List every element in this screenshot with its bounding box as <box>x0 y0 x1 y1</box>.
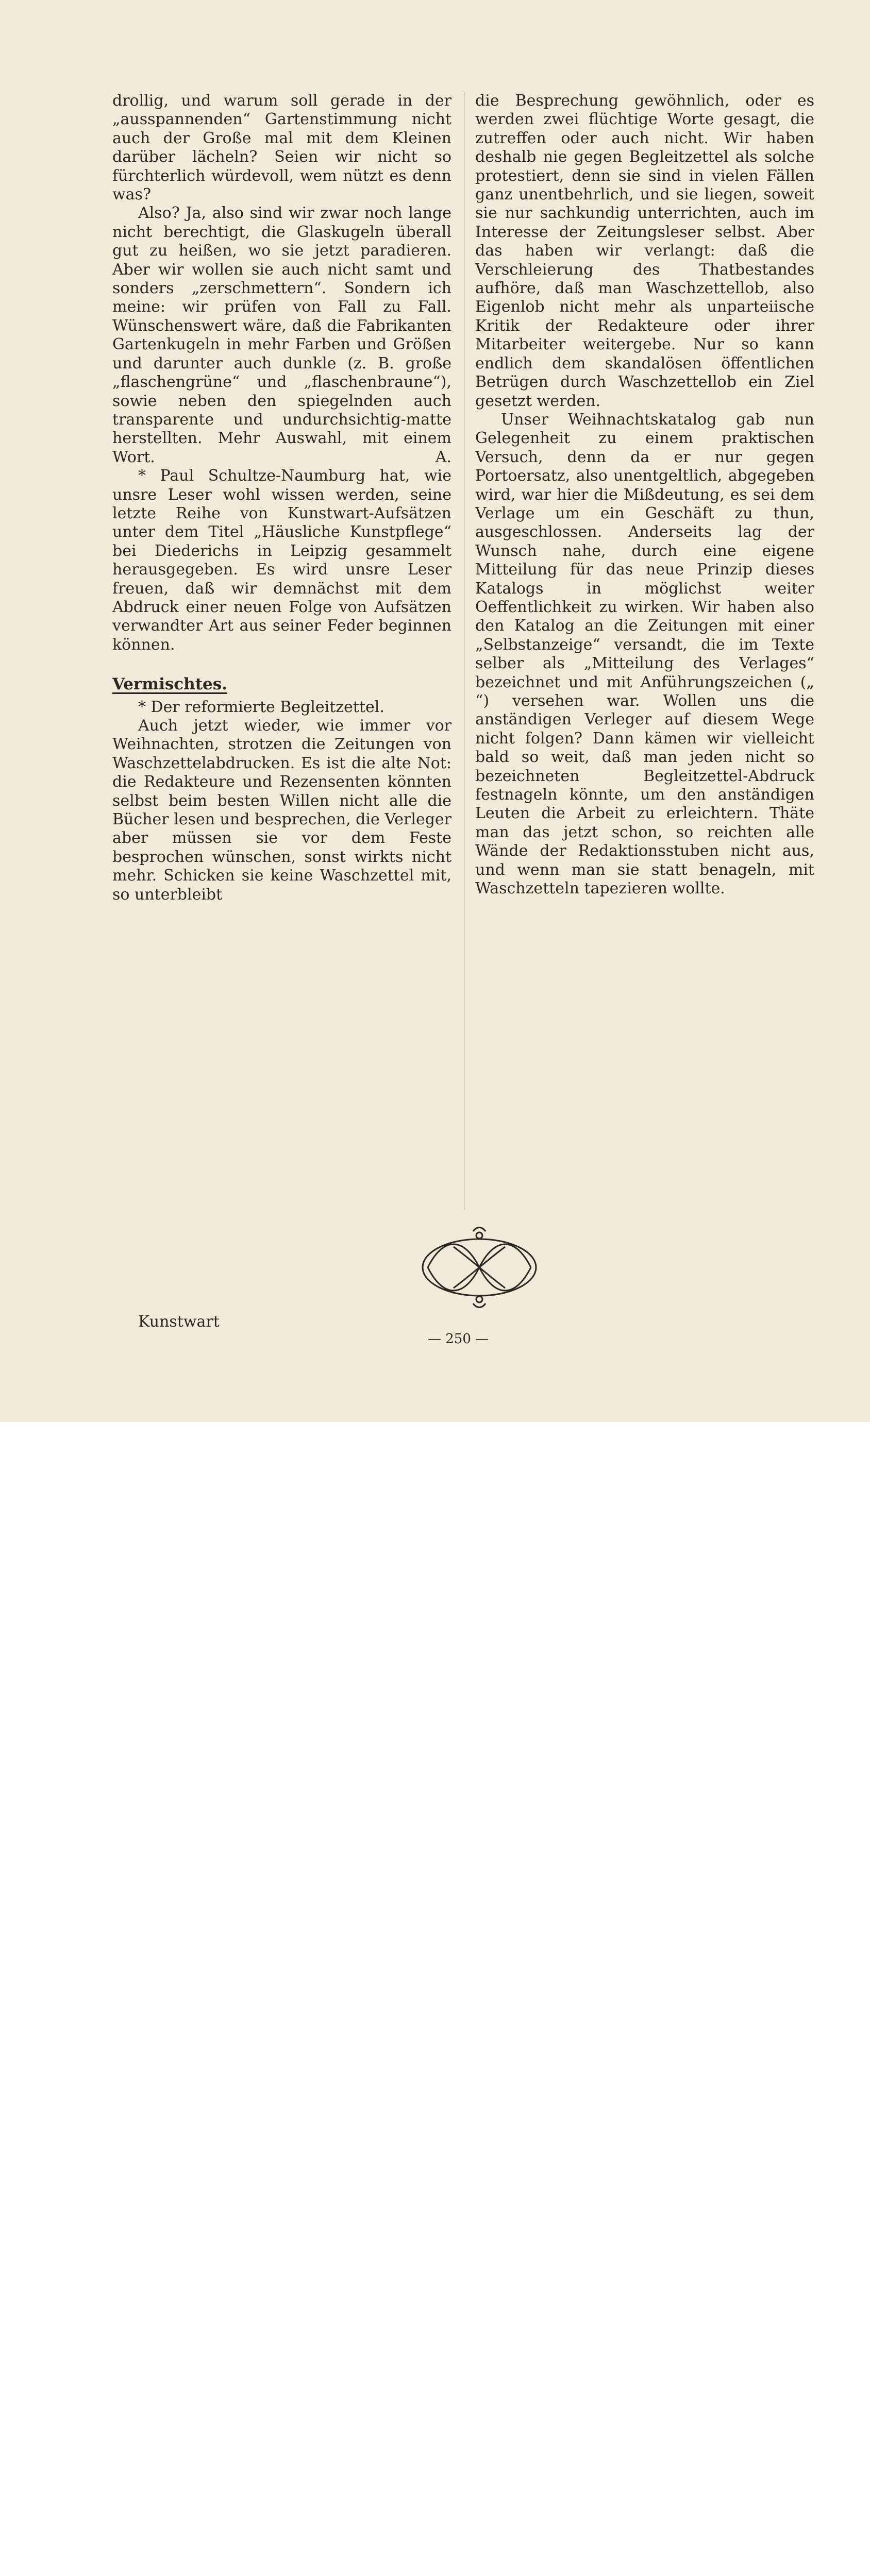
ornament-vignette <box>412 1226 546 1309</box>
paragraph: drollig, und warum soll gerade in der „ausspannenden“ Gartenstimmung nicht auch der Große mal mit dem Kleinen darüber lächeln? Seien wir nicht so fürchterlich würdevoll, wem nützt es denn was? <box>112 92 451 204</box>
paragraph: die Besprechung gewöhnlich, oder es werden zwei flüchtige Worte gesagt, die zutreffen oder auch nicht. Wir haben deshalb nie gegen Begleitzettel als solche protestiert, denn sie sind in vielen Fällen ganz unentbehrlich, und sie liegen, soweit sie nur sachkundig unterrichten, auch im Interesse der Zeitungsleser selbst. Aber das haben wir verlangt: daß die Verschleierung des Thatbestandes aufhöre, daß man Waschzettellob, also Eigenlob nicht mehr als unparteiische Kritik der Redakteure oder ihrer Mitarbeiter weitergebe. Nur so kann endlich dem skandalösen öffentlichen Betrügen durch Waschzettellob ein Ziel gesetzt werden. <box>475 92 814 410</box>
paragraph: Unser Weihnachtskatalog gab nun Gelegenheit zu einem praktischen Versuch, denn da er nur gegen Portoersatz, also unentgeltlich, abgegeben wird, war hier die Mißdeutung, es sei dem Verlage um ein Geschäft zu thun, ausgeschlossen. Anderseits lag der Wunsch nahe, durch eine eigene Mitteilung für das neue Prinzip dieses Katalogs in möglichst weiter Oeffentlichkeit zu wirken. Wir haben also den Katalog an die Zeitungen mit einer „Selbstanzeige“ versandt, die im Texte selber als „Mitteilung des Verlages“ bezeichnet und mit Anführungszeichen („ “) versehen war. Wollen uns die anständigen Verleger auf diesem Wege nicht folgen? Dann kämen wir vielleicht bald so weit, daß man jeden nicht so bezeichneten Begleitzettel-Abdruck festnageln könnte, um den anständigen Leuten die Arbeit zu erleichtern. Thäte man das jetzt schon, so reichten alle Wände der Redaktionsstuben nicht aus, und wenn man sie statt benageln, mit Waschzetteln tapezieren wollte. <box>475 410 814 898</box>
page-number: — 250 — <box>428 1331 489 1347</box>
section-heading: Vermischtes. <box>112 675 227 694</box>
right-column <box>475 92 814 898</box>
left-column <box>112 92 451 904</box>
footer-publication-name: Kunstwart <box>138 1313 220 1331</box>
paragraph: Also? Ja, also sind wir zwar noch lange nicht berechtigt, die Glaskugeln überall gut zu heißen, wo sie jetzt paradieren. Aber wir wollen sie auch nicht samt und sonders „zerschmettern“. Sondern ich meine: wir prüfen von Fall zu Fall. Wünschenswert wäre, daß die Fabrikanten Gartenkugeln in mehr Farben und Größen und darunter auch dunkle (z. B. große „flaschengrüne“ und „flaschenbraune“), sowie neben den spiegelnden auch transparente und undurchsichtig-matte herstellten. Mehr Auswahl, mit einem Wort. <box>112 204 451 466</box>
author-signature: A. <box>435 448 451 466</box>
paragraph: Auch jetzt wieder, wie immer vor Weihnachten, strotzen die Zeitungen von Waschzettelabdrucken. Es ist die alte Not: die Redakteure und Rezensenten könnten selbst beim besten Willen nicht alle die Bücher lesen und besprechen, die Verleger aber müssen sie vor dem Feste besprochen wünschen, sonst wirkts nicht mehr. Schicken sie keine Waschzettel mit, so unterbleibt <box>112 717 451 904</box>
viewer-footer-bar <box>0 1422 870 1487</box>
paragraph: * Paul Schultze-Naumburg hat, wie unsre Leser wohl wissen werden, seine letzte Reihe von Kunstwart-Aufsätzen unter dem Titel „Häusliche Kunstpflege“ bei Diederichs in Leipzig gesammelt herausgegeben. Es wird unsre Leser freuen, daß wir demnächst mit dem Abdruck einer neuen Folge von Aufsätzen verwandter Art aus seiner Feder beginnen können. <box>112 467 451 654</box>
paragraph: * Der reformierte Begleitzettel. <box>138 698 384 716</box>
